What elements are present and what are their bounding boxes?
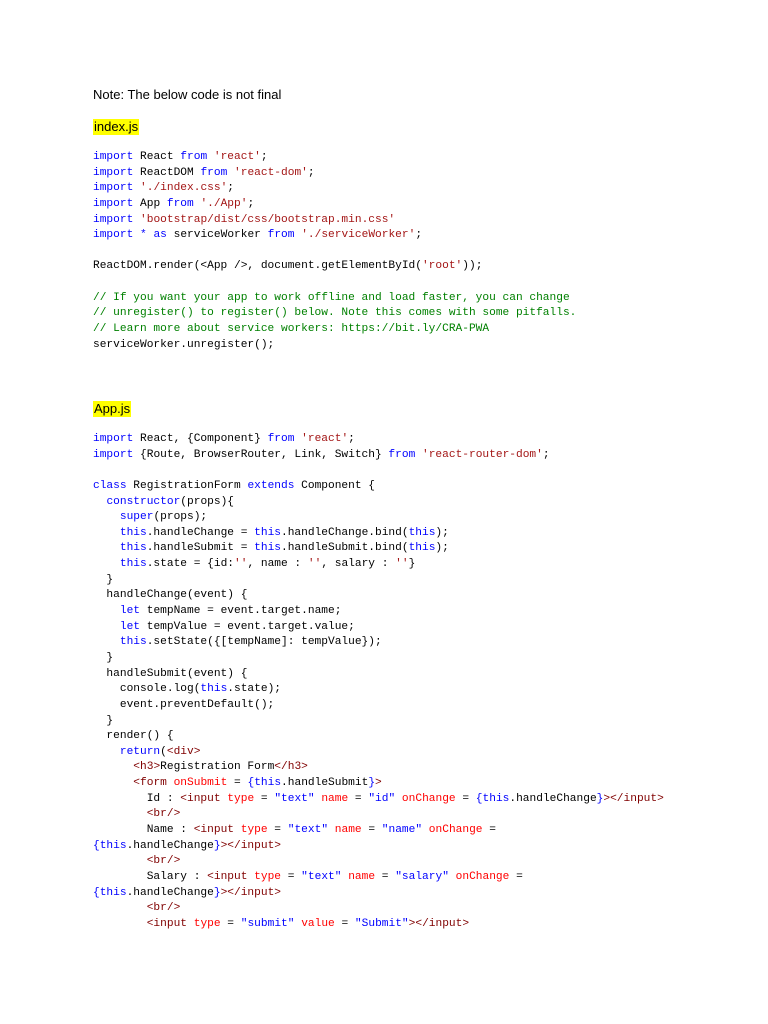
code-token: '': [307, 558, 322, 571]
code-token: (props){: [180, 495, 235, 508]
code-token: ));: [462, 260, 483, 273]
code-line: [93, 244, 576, 260]
code-token: 'react-router-dom': [422, 448, 543, 461]
code-token: .handleChange: [509, 792, 597, 805]
code-token: '': [234, 558, 248, 571]
code-token: [449, 871, 456, 883]
code-token: }: [93, 651, 114, 664]
code-token: <input: [180, 792, 221, 805]
code-token: <input: [193, 824, 235, 837]
code-token: <h3>: [133, 761, 161, 774]
code-token: "salary": [395, 870, 449, 883]
code-token: type: [227, 792, 255, 805]
code-token: this: [254, 777, 282, 790]
code-line: [93, 886, 664, 902]
code-token: Salary :: [93, 870, 208, 883]
code-token: '': [395, 558, 409, 571]
code-token: 'root': [421, 260, 463, 273]
code-token: "Submit": [354, 917, 409, 930]
code-token: <input: [207, 870, 248, 883]
code-token: .handleSubmit =: [146, 542, 255, 555]
code-token: Id :: [93, 792, 181, 805]
code-token: RegistrationForm: [126, 479, 248, 492]
code-token: =: [334, 917, 355, 930]
code-token: [395, 793, 402, 805]
code-line: [93, 197, 576, 213]
code-token: "submit": [240, 917, 295, 930]
code-token: console.log(: [93, 683, 201, 696]
code-token: .state = {id:: [146, 558, 234, 571]
code-token: value: [301, 917, 335, 930]
code-line: [93, 776, 664, 792]
code-line: [93, 854, 664, 870]
code-token: [93, 918, 147, 930]
code-token: <br/>: [146, 808, 181, 821]
code-token: extends: [247, 479, 295, 492]
code-line: [93, 667, 664, 683]
code-token: 'bootstrap/dist/css/bootstrap.min.css': [140, 213, 396, 226]
code-line: [93, 573, 664, 589]
code-token: ></input>: [408, 917, 470, 930]
code-token: handleSubmit(event) {: [93, 667, 248, 680]
code-token: [93, 902, 147, 914]
code-line: [93, 651, 664, 667]
code-token: Registration Form: [160, 761, 275, 774]
code-line: [93, 306, 576, 322]
code-token: =: [482, 824, 496, 837]
code-line: [93, 870, 664, 886]
code-token: );: [435, 542, 449, 555]
code-token: import: [93, 182, 134, 195]
code-token: React, {Component}: [133, 433, 268, 445]
code-token: ;: [415, 229, 423, 242]
code-token: Component {: [294, 479, 376, 492]
code-token: <br/>: [146, 902, 181, 915]
code-token: }: [213, 839, 221, 852]
code-token: React: [133, 151, 181, 163]
code-token: [133, 214, 140, 226]
code-token: class: [93, 479, 127, 492]
code-token: let: [119, 605, 141, 618]
code-line: [93, 213, 576, 229]
code-token: .handleChange: [126, 886, 214, 899]
code-token: from: [166, 197, 194, 210]
code-token: import: [93, 433, 134, 445]
code-token: [93, 542, 120, 554]
code-token: [234, 824, 241, 836]
code-token: "id": [368, 792, 396, 805]
code-token: import: [93, 229, 134, 242]
code-token: let: [119, 620, 141, 633]
code-token: {: [475, 792, 483, 805]
code-line: [93, 259, 576, 275]
code-token: , salary :: [321, 558, 396, 571]
code-token: {Route, BrowserRouter, Link, Switch}: [133, 448, 389, 461]
code-token: =: [254, 792, 275, 805]
code-token: , name :: [247, 558, 308, 571]
code-token: .handleChange.bind(: [281, 526, 409, 539]
code-line: [93, 714, 664, 730]
code-line: [93, 557, 664, 573]
code-token: ;: [260, 151, 268, 163]
code-token: {: [93, 886, 100, 899]
code-token: [187, 918, 194, 930]
code-token: =: [348, 792, 369, 805]
code-token: ></input>: [603, 792, 664, 805]
code-token: =: [227, 777, 248, 790]
code-token: ;: [247, 197, 255, 210]
code-token: from: [267, 229, 295, 242]
code-line: [93, 604, 664, 620]
code-line: [93, 463, 664, 479]
code-line: [93, 181, 576, 197]
code-token: import: [93, 151, 134, 163]
code-token: this: [200, 683, 228, 696]
code-token: {: [247, 777, 255, 790]
code-token: name: [334, 824, 362, 837]
code-line: [93, 150, 576, 166]
code-token: import: [93, 166, 134, 179]
code-line: [93, 588, 664, 604]
code-line: [93, 698, 664, 714]
code-token: 'react': [301, 433, 349, 445]
code-token: ></input>: [220, 886, 282, 899]
code-token: {: [93, 839, 100, 852]
code-token: this: [119, 542, 147, 555]
code-token: <form: [133, 777, 167, 790]
code-token: [207, 151, 214, 163]
code-line: [93, 839, 664, 855]
code-token: this: [482, 792, 510, 805]
code-token: constructor: [106, 495, 181, 508]
code-token: }: [93, 573, 114, 586]
code-token: ;: [307, 166, 315, 179]
code-token: type: [240, 824, 268, 837]
code-line: [93, 901, 664, 917]
code-token: from: [267, 433, 295, 445]
code-token: [133, 182, 140, 194]
code-token: this: [99, 886, 127, 899]
code-token: "text": [287, 824, 329, 837]
code-token: (: [160, 745, 167, 758]
code-token: tempValue = event.target.value;: [140, 620, 355, 633]
code-token: // unregister() to register() below. Note this comes with some pitfalls.: [93, 307, 577, 320]
code-token: );: [435, 526, 449, 539]
code-token: // Learn more about service workers: https://bit.ly/CRA-PWA: [93, 323, 490, 336]
code-token: ;: [227, 182, 235, 195]
code-line: [93, 166, 576, 182]
code-token: this: [254, 542, 281, 555]
code-token: *: [140, 229, 147, 242]
code-token: (props);: [153, 511, 208, 524]
code-token: <div>: [166, 745, 201, 758]
code-token: name: [321, 792, 349, 805]
code-token: [93, 746, 120, 758]
code-token: super: [119, 511, 154, 524]
code-token: [227, 167, 234, 179]
code-token: .state);: [227, 683, 281, 696]
code-token: handleChange(event) {: [93, 589, 248, 602]
code-token: [167, 777, 174, 789]
code-token: ReactDOM.render(<App />, document.getElementById(: [93, 260, 422, 273]
code-token: return: [119, 745, 161, 758]
code-token: name: [348, 870, 376, 883]
code-token: .handleChange: [126, 839, 214, 852]
code-line: [93, 479, 664, 495]
code-token: 'react': [213, 151, 261, 163]
code-token: [93, 636, 120, 648]
code-token: }: [368, 777, 376, 790]
code-token: onChange: [401, 792, 456, 805]
code-line: [93, 526, 664, 542]
code-token: type: [193, 917, 221, 930]
code-token: "text": [274, 792, 315, 805]
code-token: >: [375, 777, 382, 790]
code-line: [93, 275, 576, 291]
code-token: onSubmit: [173, 777, 228, 790]
code-token: .handleSubmit.bind(: [281, 542, 409, 555]
code-line: [93, 807, 664, 823]
code-token: [93, 621, 120, 633]
code-token: =: [361, 824, 382, 837]
code-token: 'react-dom': [234, 166, 308, 179]
code-token: =: [509, 870, 523, 883]
code-token: from: [388, 448, 416, 461]
code-token: Name :: [93, 824, 194, 837]
code-token: [93, 558, 120, 570]
code-line: [93, 682, 664, 698]
code-line: [93, 510, 664, 526]
code-token: ;: [348, 433, 355, 445]
code-token: serviceWorker.unregister();: [93, 338, 275, 351]
code-token: .handleSubmit: [281, 777, 369, 790]
index-js-label: index.js: [94, 119, 139, 134]
code-line: [93, 338, 576, 354]
code-token: [93, 511, 120, 523]
code-token: [93, 527, 120, 539]
code-token: event.preventDefault();: [93, 698, 275, 711]
app-js-code-block: [93, 432, 664, 933]
code-line: [93, 635, 664, 651]
code-token: <input: [146, 917, 188, 930]
code-token: =: [281, 870, 302, 883]
code-token: onChange: [428, 824, 483, 837]
code-token: this: [408, 542, 436, 555]
code-token: [93, 808, 147, 820]
code-token: </h3>: [274, 761, 308, 774]
code-line: [93, 760, 664, 776]
code-line: [93, 541, 664, 557]
code-token: =: [267, 824, 288, 837]
code-token: onChange: [455, 870, 510, 883]
code-token: this: [254, 526, 281, 539]
code-token: as: [153, 229, 167, 242]
code-token: this: [99, 839, 127, 852]
code-token: }: [596, 792, 604, 805]
code-token: App: [133, 197, 167, 210]
code-token: from: [200, 166, 228, 179]
code-token: [93, 855, 147, 867]
code-line: [93, 228, 576, 244]
code-token: }: [213, 886, 221, 899]
code-token: import: [93, 197, 134, 210]
code-line: [93, 495, 664, 511]
code-token: [415, 449, 422, 461]
code-token: './serviceWorker': [301, 229, 416, 242]
code-line: [93, 792, 664, 808]
code-token: this: [408, 526, 436, 539]
code-token: render() {: [93, 730, 174, 743]
code-line: [93, 620, 664, 636]
code-line: [93, 729, 664, 745]
code-line: [93, 291, 576, 307]
code-line: [93, 745, 664, 761]
code-token: }: [93, 714, 114, 727]
code-token: [93, 605, 120, 617]
code-token: import: [93, 213, 134, 226]
code-line: [93, 432, 664, 448]
code-token: ></input>: [220, 839, 282, 852]
code-token: "name": [381, 824, 423, 837]
note-text: Note: The below code is not final: [93, 87, 282, 102]
code-token: [422, 824, 429, 836]
code-token: [93, 777, 133, 789]
code-token: .setState({[tempName]: tempValue});: [146, 636, 382, 649]
code-line: [93, 823, 664, 839]
code-token: './App': [200, 197, 248, 210]
code-token: =: [375, 870, 396, 883]
code-line: [93, 448, 664, 464]
code-token: "text": [301, 870, 342, 883]
code-token: './index.css': [140, 182, 228, 195]
code-token: this: [119, 636, 147, 649]
code-token: tempName = event.target.name;: [140, 605, 342, 618]
code-token: =: [455, 792, 476, 805]
app-js-label: App.js: [94, 401, 131, 416]
code-token: }: [408, 558, 416, 571]
index-js-code-block: [93, 150, 576, 353]
code-token: <br/>: [146, 855, 181, 868]
code-token: [328, 824, 335, 836]
code-token: [93, 496, 106, 508]
code-token: from: [180, 151, 208, 163]
code-token: ;: [542, 448, 550, 461]
code-token: type: [254, 870, 282, 883]
code-token: ReactDOM: [133, 166, 201, 179]
code-token: =: [220, 917, 241, 930]
code-line: [93, 322, 576, 338]
code-token: [133, 229, 140, 241]
code-token: // If you want your app to work offline and load faster, you can change: [93, 291, 570, 304]
code-line: [93, 917, 664, 933]
code-token: this: [119, 558, 147, 571]
code-token: serviceWorker: [166, 229, 268, 242]
code-token: this: [119, 526, 147, 539]
code-token: .handleChange =: [146, 526, 255, 539]
code-token: import: [93, 448, 134, 461]
code-token: [93, 761, 133, 773]
